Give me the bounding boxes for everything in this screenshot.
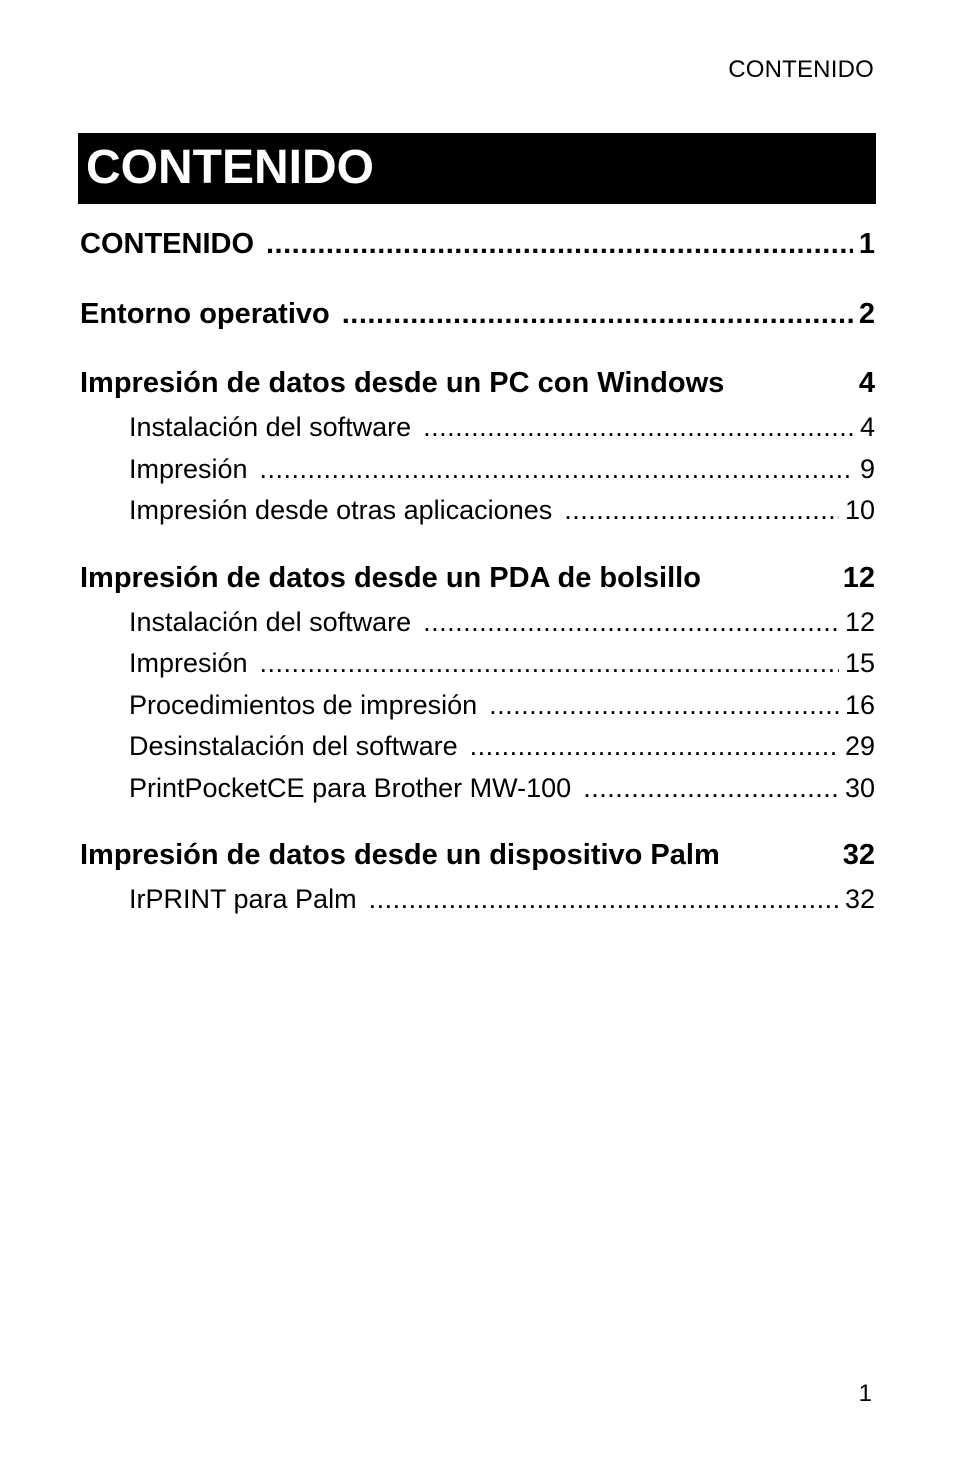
toc-entry-page: 30 [844,773,875,803]
dot-leader [342,294,853,334]
toc-entry-page: 16 [844,690,875,720]
dot-leader [423,604,839,640]
toc-entry-page: 12 [842,562,875,594]
dot-leader [583,770,839,806]
toc-entry-page: 1 [858,228,875,260]
toc-entry-pda[interactable] [80,558,875,598]
toc-entry-contenido[interactable] [80,224,875,264]
toc-entry-palm[interactable] [80,835,875,875]
toc-entry-page: 15 [844,648,875,678]
toc-entry-page: 32 [842,839,875,871]
dot-leader [369,881,839,917]
title-bar [78,133,876,204]
dot-leader [266,224,853,264]
dot-leader [260,645,839,681]
toc-subentry[interactable] [129,881,875,917]
page-number: 1 [858,1380,872,1407]
toc-subentry[interactable] [129,451,875,487]
toc-entry-page: 32 [844,884,875,914]
toc-entry-page: 4 [859,412,875,442]
toc-entry-label: Impresión de datos desde un dispositivo Palm [80,839,720,871]
dot-leader [489,687,839,723]
toc-entry-label: Procedimientos de impresión [129,690,478,720]
toc-entry-page: 2 [858,298,875,330]
toc-subentry[interactable] [129,770,875,806]
toc-entry-label: CONTENIDO [80,228,254,260]
toc-entry-label: Impresión de datos desde un PDA de bolsillo [80,562,701,594]
toc-subentry[interactable] [129,492,875,528]
toc-entry-page: 10 [844,495,875,525]
dot-leader [260,451,854,487]
running-header: CONTENIDO [728,56,874,83]
toc-subentry[interactable] [129,604,875,640]
toc-entry-page: 29 [844,731,875,761]
toc-subentry[interactable] [129,687,875,723]
toc-subentry[interactable] [129,409,875,445]
toc-entry-label: Impresión desde otras aplicaciones [129,495,553,525]
toc-entry-label: Instalación del software [129,607,412,637]
dot-leader [564,492,839,528]
toc-subentry[interactable] [129,645,875,681]
toc-entry-page: 4 [858,367,875,399]
toc-subentry[interactable] [129,728,875,764]
toc-entry-entorno-operativo[interactable] [80,294,875,334]
page-title: CONTENIDO [86,141,374,194]
toc-entry-label: Desinstalación del software [129,731,458,761]
toc-entry-windows[interactable] [80,363,875,403]
toc-entry-label: IrPRINT para Palm [129,884,357,914]
dot-leader [423,409,854,445]
toc-entry-label: Impresión [129,648,248,678]
toc-entry-label: PrintPocketCE para Brother MW-100 [129,773,572,803]
toc-entry-page: 9 [859,454,875,484]
toc-entry-label: Entorno operativo [80,298,330,330]
toc-entry-label: Impresión [129,454,248,484]
dot-leader [470,728,839,764]
toc-entry-label: Instalación del software [129,412,412,442]
toc-entry-page: 12 [844,607,875,637]
toc-entry-label: Impresión de datos desde un PC con Windows [80,367,725,399]
